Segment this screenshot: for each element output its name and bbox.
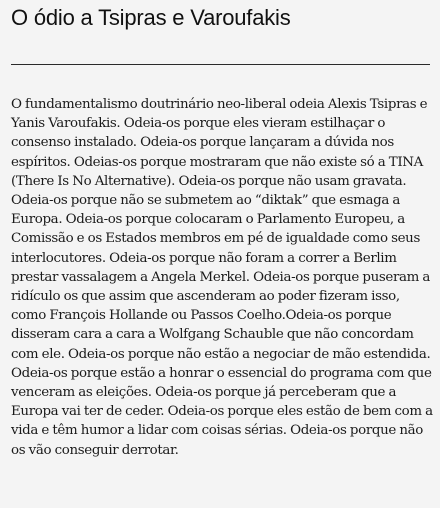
title-divider [11, 64, 430, 65]
article-body: O fundamentalismo doutrinário neo-liberal odeia Alexis Tsipras e Yanis Varoufakis. Odeia-os porque eles vieram estilhaçar o consenso instalado. Odeia-os porque lançaram a dúvida nos espíritos. Odeias-os porque mostraram que não existe só a TINA (There Is No Alternative). Odeia-os porque não usam gravata. Odeia-os porque não se submetem ao “diktak” que esmaga a Europa. Odeia-os porque colocaram o Parlamento Europeu, a Comissão e os Estados membros em pé de igualdade como seus interlocutores. Odeia-os porque não foram a correr a Berlim prestar vassalagem a Angela Merkel. Odeia-os porque puseram a ridículo os que assim que ascenderam ao poder fizeram isso, como François Hollande ou Passos Coelho.Odeia-os porque disseram cara a cara a Wolfgang Schauble que não concordam com ele. Odeia-os porque não estão a negociar de mão estendida. Odeia-os porque estão a honrar o essencial do programa com que venceram as eleições. Odeia-os porque já perceberam que a Europa vai ter de ceder. Odeia-os porque eles estão de bem com a vida e têm humor a lidar com coisas sérias. Odeia-os porque não os vão conseguir derrotar. [11, 97, 433, 458]
article-title: O ódio a Tsipras e Varoufakis [11, 5, 291, 30]
